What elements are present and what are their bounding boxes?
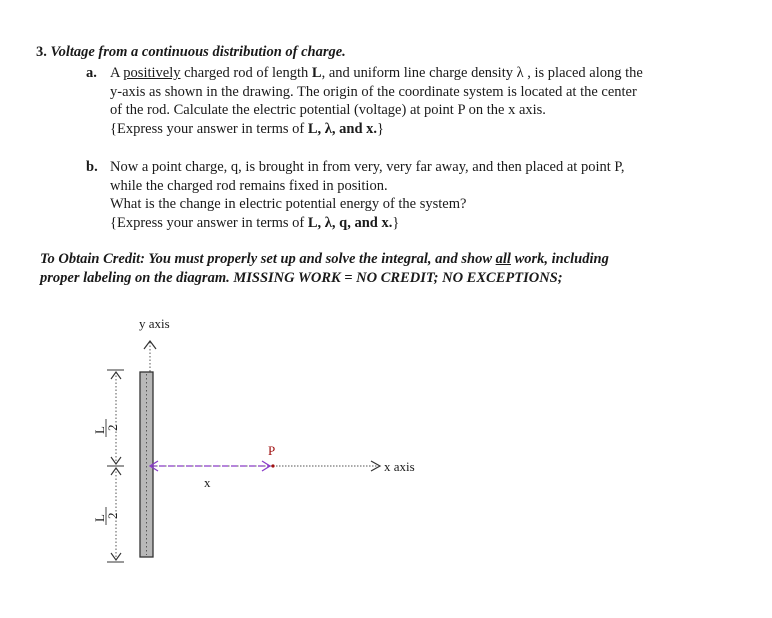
credit-underlined-word: all	[495, 251, 511, 267]
distance-x-arrow	[150, 461, 270, 471]
point-p-marker	[271, 464, 274, 467]
credit-line-2: proper labeling on the diagram. MISSING WORK = NO CREDIT; NO EXCEPTIONS;	[40, 270, 563, 286]
part-b-label: b.	[86, 159, 98, 175]
part-a-line-3: of the rod. Calculate the electric potential (voltage) at point P on the x axis.	[110, 102, 546, 118]
part-a-answer-vars: L, λ, and x.	[307, 120, 378, 137]
charged-rod	[140, 372, 153, 557]
y-axis-arrow	[144, 341, 156, 372]
x-axis-label: x axis	[384, 459, 415, 474]
problem-number: 3.	[36, 44, 47, 60]
credit-line-1-post: work, including	[510, 251, 609, 267]
part-a-line-1-post: , and uniform line charge density λ , is placed along the	[321, 65, 643, 81]
y-axis-label: y axis	[139, 316, 170, 331]
problem-title: Voltage from a continuous distribution of charge.	[50, 44, 346, 60]
half-length-lower-numerator: L	[92, 514, 107, 522]
part-a-label: a.	[86, 65, 97, 81]
half-length-upper-denominator: 2	[105, 424, 120, 431]
part-a-line-2: y-axis as shown in the drawing. The origin of the coordinate system is located at the center	[110, 83, 637, 100]
half-length-label-lower	[92, 507, 120, 525]
half-length-upper-numerator: L	[92, 426, 107, 434]
half-length-dimension-upper	[107, 370, 124, 464]
distance-x-label: x	[204, 475, 211, 490]
part-a-line-4-post: }	[377, 120, 384, 137]
part-a-line-4-pre: {Express your answer in terms of	[110, 120, 308, 137]
part-b-line-4-post: }	[392, 214, 400, 231]
part-b-line-3: What is the change in electric potential energy of the system?	[110, 196, 467, 212]
part-b-answer-vars: L, λ, q, and x.	[307, 214, 393, 231]
part-a-line-1-pre: A	[110, 65, 124, 81]
part-a-length-symbol: L	[311, 65, 322, 81]
half-length-lower-denominator: 2	[105, 512, 120, 519]
part-a-line-1-mid: charged rod of length	[180, 65, 312, 81]
part-b-line-1: Now a point charge, q, is brought in from very, very far away, and then placed at point P,	[110, 159, 625, 175]
part-b-line-4-pre: {Express your answer in terms of	[110, 214, 308, 231]
part-b-line-2: while the charged rod remains fixed in position.	[110, 177, 388, 194]
point-p-label: P	[268, 443, 276, 458]
credit-line-1-pre: To Obtain Credit: You must properly set up and solve the integral, and show	[40, 251, 496, 267]
part-a-underlined-word: positively	[123, 65, 181, 81]
